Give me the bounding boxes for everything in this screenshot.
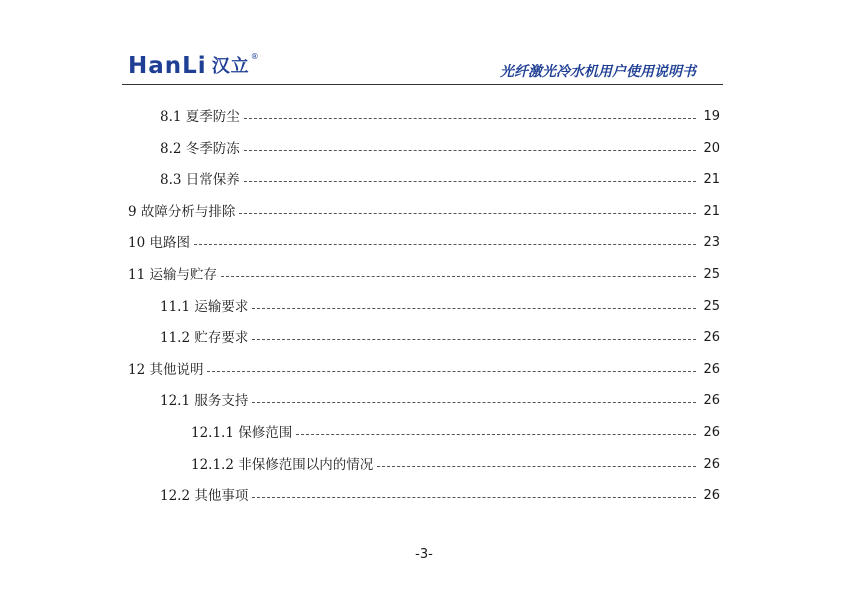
- toc-entry-label: 8.3 日常保养: [160, 172, 240, 188]
- toc-entry[interactable]: [160, 391, 720, 411]
- toc-entry-label: 10 电路图: [128, 235, 190, 251]
- toc-entry-page-number: 21: [703, 172, 720, 187]
- toc-entry-page-number: 26: [703, 393, 720, 408]
- toc-entry[interactable]: [160, 139, 720, 159]
- toc-entry-page-number: 25: [703, 299, 720, 314]
- toc-dot-leader: [252, 339, 696, 340]
- toc-entry[interactable]: [191, 423, 720, 443]
- logo-wordmark: HanLi: [128, 53, 207, 79]
- toc-entry[interactable]: [128, 265, 720, 285]
- document-title: 光纤激光冷水机用户使用说明书: [500, 64, 696, 80]
- toc-entry-page-number: 26: [703, 330, 720, 345]
- toc-entry[interactable]: [160, 107, 720, 127]
- toc-entry-label: 12.2 其他事项: [160, 488, 249, 504]
- toc-entry[interactable]: [160, 297, 720, 317]
- toc-entry-page-number: 21: [703, 204, 720, 219]
- toc-dot-leader: [194, 244, 696, 245]
- toc-entry[interactable]: [191, 455, 720, 475]
- toc-dot-leader: [244, 118, 696, 119]
- toc-entry-label: 9 故障分析与排除: [128, 204, 236, 220]
- toc-entry-page-number: 26: [703, 488, 720, 503]
- toc-dot-leader: [252, 402, 696, 403]
- toc-entry-label: 11.1 运输要求: [160, 299, 249, 315]
- toc-entry[interactable]: [160, 170, 720, 190]
- toc-entry[interactable]: [160, 486, 720, 506]
- toc-entry[interactable]: [128, 233, 720, 253]
- toc-entry-label: 12 其他说明: [128, 362, 204, 378]
- toc-entry-label: 12.1.1 保修范围: [191, 425, 293, 441]
- registered-mark: ®: [250, 52, 259, 61]
- toc-entry-label: 8.2 冬季防冻: [160, 141, 240, 157]
- toc-entry-page-number: 26: [703, 425, 720, 440]
- toc-entry-label: 8.1 夏季防尘: [160, 109, 240, 125]
- header-divider: [122, 84, 723, 85]
- toc-entry-page-number: 23: [703, 235, 720, 250]
- toc-entry-label: 11 运输与贮存: [128, 267, 217, 283]
- toc-entry-label: 12.1 服务支持: [160, 393, 249, 409]
- toc-dot-leader: [244, 150, 696, 151]
- hanli-logo: [128, 53, 259, 79]
- toc-entry[interactable]: [128, 202, 720, 222]
- toc-dot-leader: [221, 276, 696, 277]
- toc-entry[interactable]: [160, 328, 720, 348]
- toc-dot-leader: [207, 371, 696, 372]
- toc-entry-page-number: 26: [703, 362, 720, 377]
- toc-dot-leader: [296, 434, 696, 435]
- toc-dot-leader: [252, 497, 696, 498]
- toc-entry-page-number: 19: [703, 109, 720, 124]
- toc-entry-page-number: 20: [703, 141, 720, 156]
- toc-dot-leader: [244, 181, 696, 182]
- logo-chinese-name: 汉立: [211, 56, 250, 77]
- page-number: -3-: [415, 547, 433, 562]
- toc-dot-leader: [377, 466, 696, 467]
- toc-entry[interactable]: [128, 360, 720, 380]
- toc-dot-leader: [239, 213, 696, 214]
- toc-entry-page-number: 26: [703, 457, 720, 472]
- toc-dot-leader: [252, 308, 696, 309]
- toc-entry-label: 12.1.2 非保修范围以内的情况: [191, 457, 374, 473]
- toc-entry-page-number: 25: [703, 267, 720, 282]
- toc-entry-label: 11.2 贮存要求: [160, 330, 249, 346]
